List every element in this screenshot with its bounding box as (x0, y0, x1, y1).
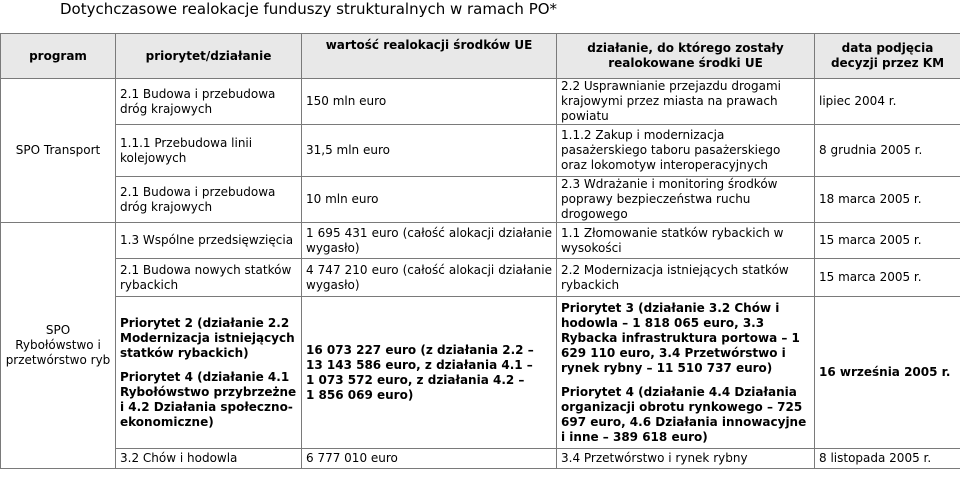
value-cell (302, 297, 557, 449)
header-program: program (1, 34, 116, 79)
priority-cell: 2.1 Budowa nowych statków rybackich (116, 259, 302, 297)
value-cell: 6 777 010 euro (302, 449, 557, 469)
priority-cell: 2.1 Budowa i przebudowa dróg krajowych (116, 79, 302, 125)
date-cell: 15 marca 2005 r. (815, 259, 960, 297)
date-cell: 18 marca 2005 r. (815, 177, 960, 223)
value-cell: 10 mln euro (302, 177, 557, 223)
target-cell (557, 297, 815, 449)
target-cell: 3.4 Przetwórstwo i rynek rybny (557, 449, 815, 469)
header-priority: priorytet/działanie (116, 34, 302, 79)
target-priority-4-text: Priorytet 4 (działanie 4.4 Działania organizacji obrotu rynkowego – 725 697 euro, 4.6 Działania innowacyjne i inne – 389 618 euro) (561, 384, 807, 444)
priority-cell: 1.3 Wspólne przedsięwzięcia (116, 223, 302, 259)
table-row (1, 79, 960, 125)
target-cell: 1.1 Złomowanie statków rybackich w wysokości (557, 223, 815, 259)
program-cell: SPO Transport (1, 79, 116, 223)
value-cell: 1 695 431 euro (całość alokacji działanie wygasło) (302, 223, 557, 259)
reallocation-table (0, 33, 960, 469)
table-row (1, 223, 960, 259)
header-value: wartość realokacji środków UE (302, 34, 557, 79)
value-cell: 31,5 mln euro (302, 125, 557, 177)
target-cell: 2.2 Usprawnianie przejazdu drogami krajowymi przez miasta na prawach powiatu (557, 79, 815, 125)
date-cell: lipiec 2004 r. (815, 79, 960, 125)
table-header-row (1, 34, 960, 79)
value-cell: 150 mln euro (302, 79, 557, 125)
priority-4-text: Priorytet 4 (działanie 4.1 Rybołówstwo przybrzeżne i 4.2 Działania społeczno-ekonomiczne) (120, 369, 297, 429)
priority-cell: 3.2 Chów i hodowla (116, 449, 302, 469)
date-cell: 8 grudnia 2005 r. (815, 125, 960, 177)
value-cell: 4 747 210 euro (całość alokacji działanie wygasło) (302, 259, 557, 297)
priority-cell: 2.1 Budowa i przebudowa dróg krajowych (116, 177, 302, 223)
priority-cell (116, 297, 302, 449)
table-row (1, 297, 960, 449)
priority-cell: 1.1.1 Przebudowa linii kolejowych (116, 125, 302, 177)
date-cell: 15 marca 2005 r. (815, 223, 960, 259)
priority-2-text: Priorytet 2 (działanie 2.2 Modernizacja istniejących statków rybackich) (120, 315, 295, 360)
table-row (1, 177, 960, 223)
date-cell: 16 września 2005 r. (815, 297, 960, 449)
table-row (1, 125, 960, 177)
target-cell: 2.3 Wdrażanie i monitoring środków poprawy bezpieczeństwa ruchu drogowego (557, 177, 815, 223)
value-line: 1 073 572 euro, z działania 4.2 – (306, 372, 525, 387)
program-cell: SPO Rybołówstwo i przetwórstwo ryb (1, 223, 116, 469)
page-title: Dotychczasowe realokacje funduszy strukturalnych w ramach PO* (60, 0, 558, 18)
value-line: 1 856 069 euro) (306, 387, 414, 402)
date-cell: 8 listopada 2005 r. (815, 449, 960, 469)
table-row (1, 259, 960, 297)
table-row (1, 449, 960, 469)
target-cell: 1.1.2 Zakup i modernizacja pasażerskiego taboru pasażerskiego oraz lokomotyw interoperacyjnych (557, 125, 815, 177)
target-priority-3-text: Priorytet 3 (działanie 3.2 Chów i hodowla – 1 818 065 euro, 3.3 Rybacka infrastruktura portowa – 1 629 110 euro, 3.4 Przetwórstwo i rynek rybny – 11 510 737 euro) (561, 300, 800, 375)
value-line: 13 143 586 euro, z działania 4.1 – (306, 357, 533, 372)
target-cell: 2.2 Modernizacja istniejących statków rybackich (557, 259, 815, 297)
value-line: 16 073 227 euro (z działania 2.2 – (306, 342, 534, 357)
header-target: działanie, do którego zostały realokowane środki UE (557, 34, 815, 79)
header-date: data podjęcia decyzji przez KM (815, 34, 960, 79)
